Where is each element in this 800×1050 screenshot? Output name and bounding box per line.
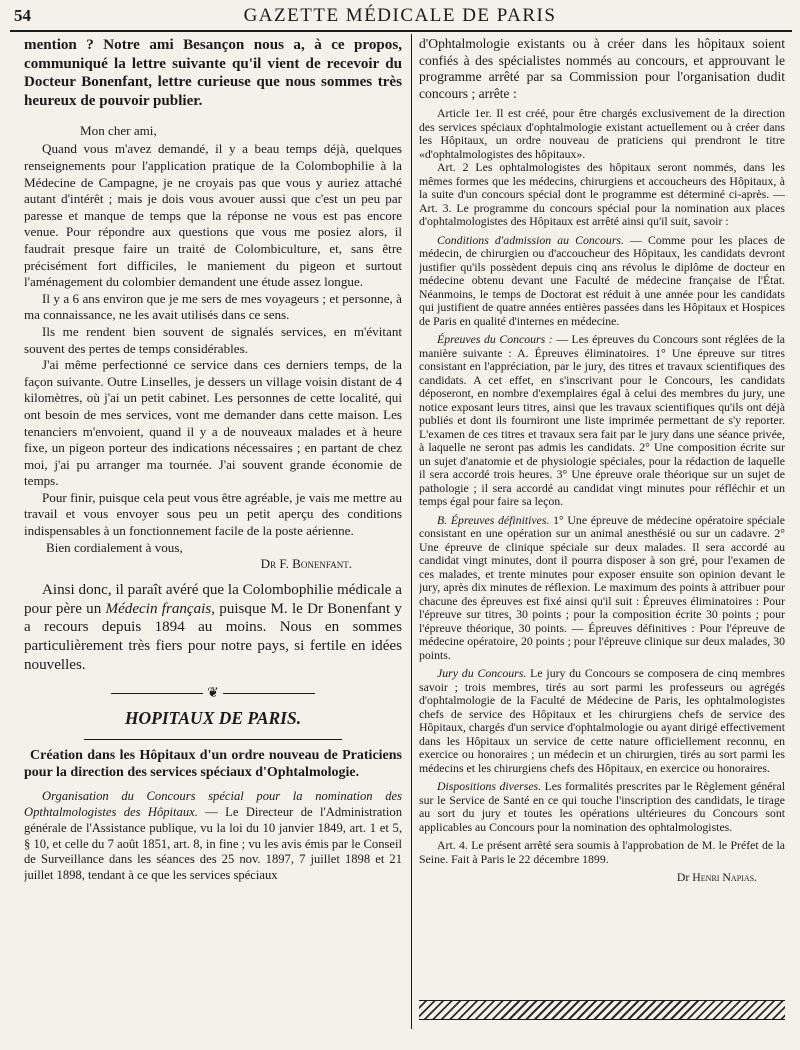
signature-prefix: Dr — [676, 870, 693, 885]
page-number: 54 — [14, 6, 31, 25]
conclusion-text: Ainsi donc, il paraît avéré que la Colombophilie médicale a pour père un — [24, 581, 402, 617]
fleuron-icon: ❦ — [207, 685, 219, 701]
conditions-text: — Comme pour les places de médecin, de chirurgien ou d'accoucheur des Hôpitaux, les candidats devront justifier qu'ils possèdent depuis cinq ans révolus le diplôme de docteur en médecine obtenu devant une Faculté de médecine française de l'État. Néanmoins, le temps de Doctorat est réduit à une année pour les candidats qui justifient de quatre années entières passées dans les Hôpitaux et Hospices de Paris en qualité d'internes en médecine. — [419, 232, 785, 328]
letter-closing: Bien cordialement à vous, — [46, 539, 183, 555]
left-column — [24, 36, 402, 1026]
conclusion-paragraph — [24, 581, 402, 675]
decree-signature — [419, 870, 785, 885]
definitive-paragraph — [419, 514, 785, 663]
ornament-separator — [24, 686, 402, 700]
journal-title: GAZETTE MÉDICALE DE PARIS — [243, 5, 557, 26]
header-rule — [10, 30, 792, 32]
conditions-heading: Conditions d'admission au Concours. — [437, 232, 624, 247]
epreuves-heading: Épreuves du Concours : — [437, 332, 553, 347]
dispositions-paragraph — [419, 780, 785, 834]
column-divider — [411, 34, 412, 1029]
jury-heading: Jury du Concours. — [437, 666, 527, 681]
dispositions-heading: Dispositions diverses. — [437, 779, 542, 794]
article-2-3: Art. 2 Les ophtalmologistes des hôpitaux seront nommés, dans les mêmes formes que les médecins, chirurgiens et accoucheurs des Hôpitaux, à la suite d'un concours spécial dont le programme est déterminé ci-après. — Art. 3. Le programme du concours spécial pour la nomination aux places d'ophtalmologistes des Hôpitaux est arrêté ainsi qu'il suit, savoir : — [419, 160, 785, 229]
dispositions-text: Les formalités prescrites par le Règlement général sur le Service de Santé en ce qui touche l'inscription des candidats, le tirage au sort du jury et toutes les opérations ultérieures du Concours sont applicables au Concours pour la nomination des ophtalmologistes. — [419, 779, 785, 834]
organisation-paragraph — [24, 789, 402, 884]
ornament-rule — [223, 693, 315, 694]
definitive-heading: B. Épreuves définitives. — [437, 512, 550, 527]
letter-paragraph: J'ai même perfectionné ce service dans ces derniers temps, de la façon suivante. Outre Linselles, je dessers un village voisin distant de 4 kilomètres, où j'ai un petit cabinet. Les personnes de cette localité, qui ont besoin de mes services, vont me demander dans cette maison. Les tenanciers m'envoient, quand il y a de nouveaux malades et à heure fixe, un pigeon porteur des indications nécessaires ; en partant de chez moi, j'ai pu arranger ma tournée. J'ai souvent grande économie de temps. — [24, 357, 402, 489]
article-1: Article 1er. Il est créé, pour être chargés exclusivement de la direction des services spéciaux d'ophtalmologie existant actuellement ou à créer dans les Hôpitaux, un ordre nouveau de praticiens qui prendront le titre «d'ophtalmologistes des hôpitaux». — [419, 106, 785, 161]
signature-name: Henri Napias. — [692, 870, 757, 885]
organisation-heading: Organisation du Concours spécial pour la nomination des Opthtalmologistes des Hôpitaux. — [24, 789, 402, 819]
continuation-paragraph: d'Ophtalmologie existants ou à créer dans les hôpitaux soient confiés à des spécialistes nommés au concours, et approuvant le programme arrêté par sa Commission pour l'organisation dudit concours ; arrête : — [419, 36, 785, 101]
letter-paragraph: Pour finir, puisque cela peut vous être agréable, je vais me mettre au travail et vous envoyer sous peu un petit aperçu des conditions indispensables à un fonctionnement facile de la poste aérienne. — [24, 489, 402, 539]
organisation-text: — Le Directeur de l'Administration générale de l'Assistance publique, vu la loi du 10 janvier 1849, art. 1 et 5, § 10, et celle du 7 août 1851, art. 8, in fine ; vu les avis émis par le Conseil de Surveillance dans les séances des 25 nov. 1897, 7 juillet 1898 et 21 juillet 1898, tendant à ce que les services spéciaux — [24, 804, 402, 883]
conditions-paragraph — [419, 234, 785, 329]
definitive-text: 1° Une épreuve de médecine opératoire spéciale consistant en une opération sur un animal anesthésié ou sur un cadavre. 2° Une épreuve de clinique spéciale sur deux malades. Il sera accordé au candidat vingt minutes, dont il pourra disposer à son gré, pour l'examen de ces malades, et trente minutes pour exposer ensuite son opinion devant le jury, après dix minutes de réflexion. Le maximum des points à attribuer pour chacune des épreuves est fixé ainsi qu'il suit : Épreuves éliminatoires : Pour l'épreuve sur titres, 30 points ; pour la composition écrite 30 points ; pour l'épreuve théorique, 30 points. — Épreuves définitives : Pour l'épreuve de médecine opératoire, 20 points ; pour l'épreuve clinique sur deux malades, 30 points. — [419, 512, 785, 662]
article-title: Création dans les Hôpitaux d'un ordre nouveau de Praticiens pour la direction des services spéciaux d'Ophtalmologie. — [24, 748, 402, 780]
epreuves-paragraph — [419, 333, 785, 509]
right-column — [419, 36, 785, 1026]
lead-paragraph: mention ? Notre ami Besançon nous a, à ce propos, communiqué la lettre suivante qu'il vient de recevoir du Docteur Bonenfant, lettre curieuse que nous sommes très heureux de pouvoir publier. — [24, 37, 402, 110]
letter-paragraph: Il y a 6 ans environ que je me sers de mes voyageurs ; et personne, à ma connaissance, ne les avait utilisés dans ce sens. — [24, 290, 402, 323]
letter-paragraph: Quand vous m'avez demandé, il y a beau temps déjà, quelques renseignements pour l'application pratique de la Colombophilie à la Médecine de Campagne, je ne croyais pas que vous y auriez attaché autant d'intérêt ; mais je dois vous avouer aussi que c'est un peu par paresse et manque de temps que la réponse ne vous est pas encore venue. Pour répondre aux questions que vous me posiez alors, il faudrait presque faire un traité de Colombiculture, et, sans être précisément fort difficiles, le maniement du pigeon et surtout l'aménagement du colombier demandent une étude assez longue. — [24, 141, 402, 290]
conclusion-emphasis: Médecin français — [105, 600, 212, 617]
page-header — [0, 0, 800, 32]
letter-salutation: Mon cher ami, — [80, 122, 157, 138]
section-rule — [84, 739, 342, 740]
letter-signature: Dr F. Bonenfant. — [260, 556, 352, 572]
section-heading: HOPITAUX DE PARIS. — [124, 708, 302, 729]
ornament-rule — [111, 693, 203, 694]
conclusion-text: , puisque M. le Dr Bonenfant y a recours depuis 1894 au moins. Nous en sommes particulièrement très fiers pour notre pays, si fertile en idées nouvelles. — [24, 600, 402, 673]
article-4: Art. 4. Le présent arrêté sera soumis à l'approbation de M. le Préfet de la Seine. Fait à Paris le 22 décembre 1899. — [419, 838, 785, 866]
jury-text: Le jury du Concours se composera de cinq membres savoir ; trois membres, tirés au sort parmi les professeurs ou agrégés d'ophtalmologie de la Faculté de Médecine de Paris, les ophtalmologistes chefs de service des Hôpitaux et les chirurgiens chefs de service des Hôpitaux, chargés d'un service d'ophtalmologie ou ayant dirigé effectivement dans les Hôpitaux un service de cette nature officiellement reconnu, en exercice ou honoraires ; un médecin et un chirurgien, tirés au sort parmi les médecins et les chirurgiens chefs des Hôpitaux, en exercice ou honoraires. — [419, 666, 785, 775]
letter-paragraph: Ils me rendent bien souvent de signalés services, en m'évitant souvent des pertes de temps considérables. — [24, 323, 402, 356]
ornamental-border — [419, 1000, 785, 1020]
jury-paragraph — [419, 667, 785, 775]
epreuves-text: — Les épreuves du Concours sont réglées de la manière suivante : A. Épreuves éliminatoires. 1° Une épreuve sur titres consistant en l'appréciation, par le jury, des titres et travaux scientifiques des candidats. A cet effet, en s'inscrivant pour le Concours, les candidats déposeront, en nombre d'exemplaires égal à celui des membres du jury, une notice exposant leurs titres, ainsi que les travaux scientifiques qu'ils ont déjà publiés et dont ils fourniront une liste imprimée permettant de s'y reporter. L'examen de ces titres et travaux sera fait par le jury dans une séance privée, à laquelle ne seront pas admis les candidats. 2° Une composition écrite sur un sujet d'anatomie et de physiologie spéciales, pour la rédaction de laquelle il sera accordé trois heures. 3° Une épreuve orale théorique sur un sujet de pathologie ; il sera accordé au candidat vingt minutes pour réfléchir et un temps égal pour faire sa leçon. — [419, 332, 785, 509]
